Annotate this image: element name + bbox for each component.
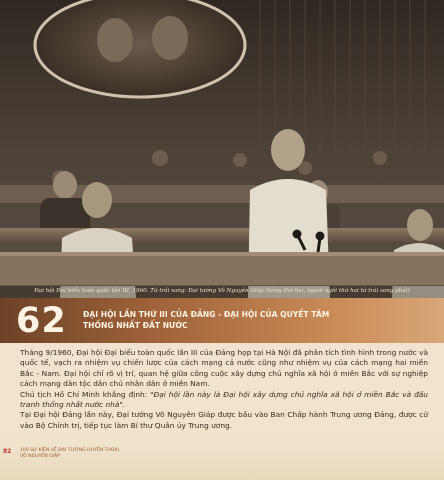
chapter-title-line-2: THỐNG NHẤT ĐẤT NƯỚC [83,320,188,330]
chapter-number: 62 [16,301,67,341]
book-title-line-2: VÕ NGUYÊN GIÁP [20,454,60,459]
chapter-title [83,310,413,331]
photo-caption: Đại hội Đại biểu toàn quốc lần III, 1960. Từ trái sang: Đại tướng Võ Nguyên Giáp (hàng thứ hai, người ngồi thứ hai từ trái sang phải) [0,285,444,298]
quote-intro: Chủ tịch Hồ Chí Minh khẳng định: [20,389,151,399]
body-paragraph-3: Tại Đại hội Đảng lần này, Đại tướng Võ Nguyên Giáp được bầu vào Ban Chấp hành Trung ương Đảng, được cử vào Bộ Chính trị, tiếp tục làm Bí thư Quân ủy Trung ương. [20,410,428,430]
quote-text: "Đại hội lần này là Đại hội xây dựng chủ nghĩa xã hội ở miền Bắc và đấu tranh thống nhất nước nhà". [20,389,428,410]
chapter-title-line-1: ĐẠI HỘI LẦN THỨ III CỦA ĐẢNG - ĐẠI HỘI CỦA QUYẾT TÂM [83,310,330,319]
book-title-line-1: 100 SỰ KIỆN VỀ ĐẠI TƯỚNG HUYỀN THOẠI [20,448,119,453]
body-paragraph-2 [20,390,428,411]
page-number: 82 [3,448,12,455]
body-paragraph-1: Tháng 9/1960, Đại hội Đại biểu toàn quốc lần III của Đảng họp tại Hà Nội đã phân tích tình hình trong nước và quốc tế, vạch ra nhiệm vụ chiến lược của cách mạng cả nước cũng như nhiệm vụ của cách mạng hai miền Bắc - Nam. Đại hội chỉ rõ vị trí, quan hệ giữa công cuộc xây dựng chủ nghĩa xã hội ở miền Bắc với sự nghiệp cách mạng dân tộc dân chủ nhân dân ở miền Nam. [20,348,428,389]
article-body [20,348,428,431]
book-title [20,448,119,460]
